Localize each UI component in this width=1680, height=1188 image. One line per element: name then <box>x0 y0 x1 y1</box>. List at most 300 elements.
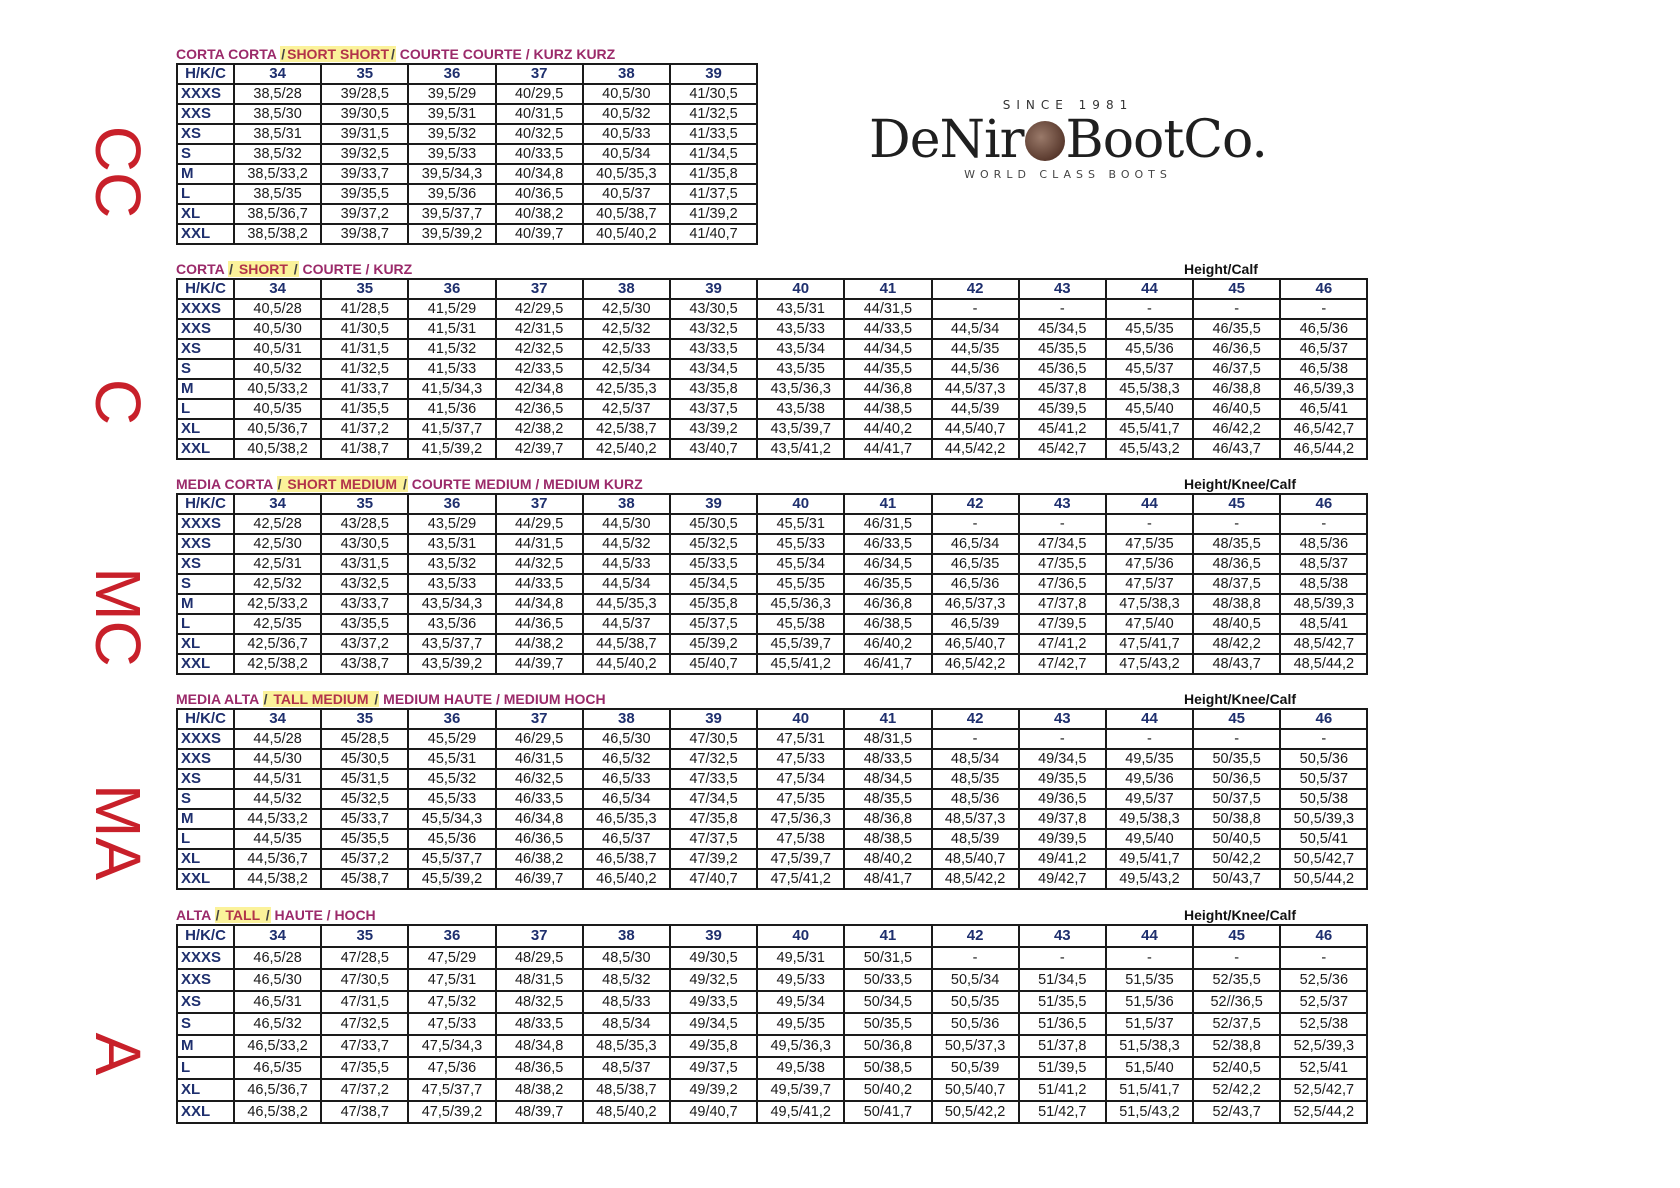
table-cell: 52,5/39,3 <box>1280 1035 1367 1057</box>
logo-since: SINCE 1981 <box>1002 98 1134 112</box>
table-cell: 50/43,7 <box>1193 869 1280 889</box>
table-cell: 44,5/28 <box>234 729 321 749</box>
table-cell: 40,5/32 <box>583 104 670 124</box>
table-cell: 48,5/42,2 <box>932 869 1019 889</box>
table-cell: 47,5/41,7 <box>1106 634 1193 654</box>
table-cell: - <box>1106 299 1193 319</box>
table-cell: 44/41,7 <box>844 439 931 459</box>
size-section <box>176 260 1368 460</box>
table-cell: 47,5/36,3 <box>757 809 844 829</box>
table-cell: 45,5/37,7 <box>408 849 495 869</box>
table-cell: 52/43,7 <box>1193 1101 1280 1123</box>
table-cell: 46/36,8 <box>844 594 931 614</box>
row-label: XXS <box>177 104 234 124</box>
table-cell: 41/35,5 <box>321 399 408 419</box>
table-cell: 42,5/33,2 <box>234 594 321 614</box>
table-cell: 47,5/38,3 <box>1106 594 1193 614</box>
section-title-part: SHORT MEDIUM <box>283 476 401 492</box>
table-cell: - <box>1280 729 1367 749</box>
table-row <box>177 574 1367 594</box>
table-cell: 48/41,7 <box>844 869 931 889</box>
table-cell: 48,5/44,2 <box>1280 654 1367 674</box>
table-cell: 49/35,8 <box>670 1035 757 1057</box>
table-cell: 42,5/30 <box>234 534 321 554</box>
table-cell: 40/29,5 <box>496 84 583 104</box>
section-header <box>176 45 758 63</box>
table-cell: 40,5/35 <box>234 399 321 419</box>
table-cell: 46/35,5 <box>1193 319 1280 339</box>
table-cell: 47/28,5 <box>321 947 408 969</box>
table-cell: 43,5/33 <box>408 574 495 594</box>
row-label: M <box>177 164 234 184</box>
table-cell: 48,5/34 <box>932 749 1019 769</box>
table-cell: 42/33,5 <box>496 359 583 379</box>
size-header: 39 <box>670 494 757 514</box>
table-cell: 45/32,5 <box>321 789 408 809</box>
table-cell: 47,5/31 <box>757 729 844 749</box>
table-row <box>177 104 757 124</box>
section-title-part: / <box>215 907 220 923</box>
table-cell: 51/42,7 <box>1019 1101 1106 1123</box>
table-cell: 38,5/30 <box>234 104 321 124</box>
size-header: 46 <box>1280 709 1367 729</box>
table-cell: 48/35,5 <box>844 789 931 809</box>
table-cell: 42,5/33 <box>583 339 670 359</box>
table-cell: 44,5/40,2 <box>583 654 670 674</box>
row-label: XXS <box>177 319 234 339</box>
table-cell: 45,5/33 <box>408 789 495 809</box>
section-measure-label: Height/Knee/Calf <box>1184 476 1297 492</box>
table-cell: 45/37,8 <box>1019 379 1106 399</box>
table-cell: 48,5/38 <box>1280 574 1367 594</box>
table-cell: 40/36,5 <box>496 184 583 204</box>
table-cell: 49,5/43,2 <box>1106 869 1193 889</box>
size-header: 38 <box>583 925 670 947</box>
size-header: 41 <box>844 279 931 299</box>
table-cell: 50/40,2 <box>844 1079 931 1101</box>
table-cell: 39,5/31 <box>408 104 495 124</box>
table-row <box>177 729 1367 749</box>
row-label: M <box>177 1035 234 1057</box>
table-cell: 43,5/34 <box>757 339 844 359</box>
table-cell: 44/33,5 <box>496 574 583 594</box>
table-cell: 48/33,5 <box>844 749 931 769</box>
table-cell: 46/33,5 <box>844 534 931 554</box>
size-section <box>176 690 1368 890</box>
table-cell: 40,5/38,2 <box>234 439 321 459</box>
table-cell: 46,5/30 <box>234 969 321 991</box>
table-cell: 43/35,5 <box>321 614 408 634</box>
table-cell: 50/40,5 <box>1193 829 1280 849</box>
table-cell: 48,5/30 <box>583 947 670 969</box>
row-label: S <box>177 359 234 379</box>
table-cell: 46,5/37 <box>583 829 670 849</box>
table-cell: - <box>1106 729 1193 749</box>
table-cell: - <box>932 299 1019 319</box>
table-cell: 49/37,8 <box>1019 809 1106 829</box>
table-row <box>177 947 1367 969</box>
table-cell: 44/38,5 <box>844 399 931 419</box>
section-header <box>176 690 1368 708</box>
table-cell: 39,5/37,7 <box>408 204 495 224</box>
table-cell: 50,5/41 <box>1280 829 1367 849</box>
table-cell: 52/42,2 <box>1193 1079 1280 1101</box>
table-cell: 51,5/40 <box>1106 1057 1193 1079</box>
table-cell: 47,5/40 <box>1106 614 1193 634</box>
table-cell: 47,5/33 <box>408 1013 495 1035</box>
table-cell: 45/28,5 <box>321 729 408 749</box>
brand-logo <box>858 98 1278 198</box>
table-cell: 46/41,7 <box>844 654 931 674</box>
table-cell: 50,5/39 <box>932 1057 1019 1079</box>
row-label: L <box>177 399 234 419</box>
side-label-c: C <box>82 378 154 426</box>
table-cell: 43/40,7 <box>670 439 757 459</box>
table-header-row <box>177 64 757 84</box>
table-cell: 45,5/29 <box>408 729 495 749</box>
size-table <box>176 924 1368 1124</box>
table-cell: 47/36,5 <box>1019 574 1106 594</box>
table-cell: 47/37,8 <box>1019 594 1106 614</box>
table-cell: 47/42,7 <box>1019 654 1106 674</box>
table-cell: 43,5/37,7 <box>408 634 495 654</box>
table-cell: 45/39,2 <box>670 634 757 654</box>
table-cell: 50,5/36 <box>932 1013 1019 1035</box>
row-label: S <box>177 574 234 594</box>
table-cell: - <box>932 514 1019 534</box>
row-label: XS <box>177 339 234 359</box>
table-cell: 44/31,5 <box>496 534 583 554</box>
table-cell: 48,5/35,3 <box>583 1035 670 1057</box>
size-header: 39 <box>670 279 757 299</box>
table-cell: 43/39,2 <box>670 419 757 439</box>
size-header: 41 <box>844 925 931 947</box>
table-cell: 49/40,7 <box>670 1101 757 1123</box>
table-row <box>177 614 1367 634</box>
table-cell: 45/30,5 <box>670 514 757 534</box>
table-cell: 46,5/38,2 <box>234 1101 321 1123</box>
table-header-row <box>177 925 1367 947</box>
table-cell: 49,5/35 <box>757 1013 844 1035</box>
table-cell: 45/38,7 <box>321 869 408 889</box>
table-cell: 44,5/32 <box>583 534 670 554</box>
table-cell: 52,5/36 <box>1280 969 1367 991</box>
table-cell: 46,5/33,2 <box>234 1035 321 1057</box>
table-cell: 48,5/36 <box>932 789 1019 809</box>
row-label: XS <box>177 769 234 789</box>
row-label: XS <box>177 554 234 574</box>
table-cell: 52,5/44,2 <box>1280 1101 1367 1123</box>
section-header <box>176 260 1368 278</box>
table-cell: 50,5/39,3 <box>1280 809 1367 829</box>
table-cell: 44/40,2 <box>844 419 931 439</box>
table-cell: 52/37,5 <box>1193 1013 1280 1035</box>
size-header: 34 <box>234 709 321 729</box>
table-cell: 40,5/36,7 <box>234 419 321 439</box>
table-row <box>177 594 1367 614</box>
table-cell: 50/35,5 <box>1193 749 1280 769</box>
table-cell: 46/38,2 <box>496 849 583 869</box>
table-cell: 51/34,5 <box>1019 969 1106 991</box>
section-title-part: / <box>374 691 379 707</box>
section-title-part: COURTE COURTE / KURZ KURZ <box>395 46 616 62</box>
table-cell: 41,5/36 <box>408 399 495 419</box>
table-cell: 39,5/36 <box>408 184 495 204</box>
table-cell: - <box>1019 299 1106 319</box>
table-cell: 46/34,8 <box>496 809 583 829</box>
size-header: 43 <box>1019 279 1106 299</box>
table-cell: 49/33,5 <box>670 991 757 1013</box>
table-cell: 52,5/41 <box>1280 1057 1367 1079</box>
size-header: 38 <box>583 279 670 299</box>
table-cell: 46/40,5 <box>1193 399 1280 419</box>
table-cell: - <box>1106 947 1193 969</box>
table-cell: 42/36,5 <box>496 399 583 419</box>
table-cell: 40,5/34 <box>583 144 670 164</box>
row-label: XXL <box>177 439 234 459</box>
table-cell: 49,5/34 <box>757 991 844 1013</box>
table-cell: 42/31,5 <box>496 319 583 339</box>
size-header: 43 <box>1019 494 1106 514</box>
table-cell: 46/35,5 <box>844 574 931 594</box>
table-cell: - <box>1106 514 1193 534</box>
table-cell: 43,5/31 <box>408 534 495 554</box>
size-header: 45 <box>1193 709 1280 729</box>
table-cell: 44/32,5 <box>496 554 583 574</box>
table-cell: 47,5/34 <box>757 769 844 789</box>
table-cell: 40,5/28 <box>234 299 321 319</box>
table-cell: 46/37,5 <box>1193 359 1280 379</box>
table-cell: 41/28,5 <box>321 299 408 319</box>
table-cell: 47,5/36 <box>408 1057 495 1079</box>
table-cell: 50/36,5 <box>1193 769 1280 789</box>
table-cell: 44,5/39 <box>932 399 1019 419</box>
table-row <box>177 534 1367 554</box>
table-cell: 49,5/35 <box>1106 749 1193 769</box>
table-cell: 46,5/30 <box>583 729 670 749</box>
table-cell: 41/39,2 <box>670 204 757 224</box>
table-cell: 45/40,7 <box>670 654 757 674</box>
size-header: 34 <box>234 279 321 299</box>
section-title-part: / <box>281 46 286 62</box>
table-cell: 48/40,2 <box>844 849 931 869</box>
size-header: 35 <box>321 279 408 299</box>
table-cell: 39/35,5 <box>321 184 408 204</box>
table-cell: 51/41,2 <box>1019 1079 1106 1101</box>
table-row <box>177 1035 1367 1057</box>
table-cell: 43,5/39,2 <box>408 654 495 674</box>
size-header: 36 <box>408 925 495 947</box>
size-header: 37 <box>496 279 583 299</box>
table-row <box>177 829 1367 849</box>
table-cell: 46,5/31 <box>234 991 321 1013</box>
table-row <box>177 849 1367 869</box>
table-cell: 49,5/36 <box>1106 769 1193 789</box>
table-cell: 45,5/32 <box>408 769 495 789</box>
table-cell: 48,5/34 <box>583 1013 670 1035</box>
table-cell: - <box>1280 514 1367 534</box>
table-cell: 40,5/31 <box>234 339 321 359</box>
table-cell: 45/31,5 <box>321 769 408 789</box>
table-cell: 38,5/32 <box>234 144 321 164</box>
table-cell: 47/40,7 <box>670 869 757 889</box>
table-cell: 44,5/36 <box>932 359 1019 379</box>
table-cell: 46/39,7 <box>496 869 583 889</box>
size-header: 43 <box>1019 925 1106 947</box>
table-row <box>177 144 757 164</box>
table-cell: 47,5/36 <box>1106 554 1193 574</box>
table-cell: 46,5/32 <box>234 1013 321 1035</box>
table-cell: 44,5/30 <box>583 514 670 534</box>
table-cell: 44,5/34 <box>583 574 670 594</box>
table-cell: 47/35,5 <box>321 1057 408 1079</box>
table-cell: 50,5/35 <box>932 991 1019 1013</box>
table-cell: 45/37,5 <box>670 614 757 634</box>
table-row <box>177 399 1367 419</box>
size-table <box>176 63 758 245</box>
table-cell: 47,5/39,2 <box>408 1101 495 1123</box>
table-cell: 44,5/42,2 <box>932 439 1019 459</box>
table-cell: 45,5/37 <box>1106 359 1193 379</box>
table-cell: 45,5/36,3 <box>757 594 844 614</box>
table-cell: 50/38,5 <box>844 1057 931 1079</box>
table-cell: 41/37,2 <box>321 419 408 439</box>
size-header: 37 <box>496 64 583 84</box>
row-label: XXS <box>177 534 234 554</box>
table-row <box>177 184 757 204</box>
table-cell: 50,5/38 <box>1280 789 1367 809</box>
table-row <box>177 654 1367 674</box>
table-cell: 48,5/39,3 <box>1280 594 1367 614</box>
table-cell: 45,5/39,2 <box>408 869 495 889</box>
section-measure-label: Height/Knee/Calf <box>1184 691 1297 707</box>
table-cell: 43,5/35 <box>757 359 844 379</box>
table-cell: 45/35,5 <box>321 829 408 849</box>
table-cell: 45/37,2 <box>321 849 408 869</box>
table-cell: 43,5/36,3 <box>757 379 844 399</box>
section-header <box>176 906 1368 924</box>
table-cell: 40/31,5 <box>496 104 583 124</box>
table-cell: 48/31,5 <box>844 729 931 749</box>
row-label: S <box>177 789 234 809</box>
side-label-a: A <box>82 1032 154 1076</box>
table-cell: 46/36,5 <box>1193 339 1280 359</box>
table-cell: 46,5/35 <box>932 554 1019 574</box>
table-cell: - <box>1193 514 1280 534</box>
table-cell: 43/34,5 <box>670 359 757 379</box>
table-cell: 49/39,2 <box>670 1079 757 1101</box>
table-cell: 44/35,5 <box>844 359 931 379</box>
logo-brand <box>858 112 1278 168</box>
table-cell: 47/38,7 <box>321 1101 408 1123</box>
table-cell: 46,5/34 <box>932 534 1019 554</box>
table-cell: 42,5/38,7 <box>583 419 670 439</box>
table-cell: 43,5/33 <box>757 319 844 339</box>
table-cell: 38,5/28 <box>234 84 321 104</box>
table-cell: 47/32,5 <box>321 1013 408 1035</box>
table-cell: 47,5/37 <box>1106 574 1193 594</box>
table-header-row <box>177 709 1367 729</box>
table-cell: 46,5/38 <box>1280 359 1367 379</box>
table-cell: 51,5/37 <box>1106 1013 1193 1035</box>
table-row <box>177 969 1367 991</box>
row-label: XXS <box>177 749 234 769</box>
table-cell: 39,5/33 <box>408 144 495 164</box>
row-label: L <box>177 614 234 634</box>
table-cell: 41/32,5 <box>670 104 757 124</box>
table-cell: 45,5/39,7 <box>757 634 844 654</box>
table-cell: 48,5/37 <box>1280 554 1367 574</box>
table-cell: 47/34,5 <box>670 789 757 809</box>
table-cell: 45,5/34,3 <box>408 809 495 829</box>
table-row <box>177 514 1367 534</box>
table-cell: 45/33,5 <box>670 554 757 574</box>
table-cell: 48,5/32 <box>583 969 670 991</box>
table-cell: 48/37,5 <box>1193 574 1280 594</box>
table-cell: 50/42,2 <box>1193 849 1280 869</box>
size-header: 34 <box>234 64 321 84</box>
table-cell: 49/39,5 <box>1019 829 1106 849</box>
table-cell: - <box>1193 299 1280 319</box>
table-cell: 44/36,5 <box>496 614 583 634</box>
table-row <box>177 1079 1367 1101</box>
table-cell: 45,5/31 <box>408 749 495 769</box>
table-cell: 44/34,8 <box>496 594 583 614</box>
size-header: 44 <box>1106 925 1193 947</box>
table-cell: 44/33,5 <box>844 319 931 339</box>
size-header: 44 <box>1106 494 1193 514</box>
table-cell: 43/30,5 <box>670 299 757 319</box>
table-cell: 49/37,5 <box>670 1057 757 1079</box>
size-header: 46 <box>1280 925 1367 947</box>
table-cell: 47/33,7 <box>321 1035 408 1057</box>
size-header: 42 <box>932 709 1019 729</box>
table-cell: 41,5/32 <box>408 339 495 359</box>
row-label: XXXS <box>177 947 234 969</box>
table-cell: 38,5/38,2 <box>234 224 321 244</box>
table-cell: 51,5/38,3 <box>1106 1035 1193 1057</box>
table-cell: 48/31,5 <box>496 969 583 991</box>
table-cell: 42,5/37 <box>583 399 670 419</box>
table-cell: 40/33,5 <box>496 144 583 164</box>
table-cell: 51,5/41,7 <box>1106 1079 1193 1101</box>
table-row <box>177 319 1367 339</box>
table-cell: 39/37,2 <box>321 204 408 224</box>
table-cell: 48/38,5 <box>844 829 931 849</box>
row-label: XXL <box>177 869 234 889</box>
table-cell: 45,5/43,2 <box>1106 439 1193 459</box>
table-cell: 39/33,7 <box>321 164 408 184</box>
table-cell: 47,5/33 <box>757 749 844 769</box>
table-cell: 47/30,5 <box>670 729 757 749</box>
table-cell: 44,5/35 <box>932 339 1019 359</box>
table-cell: 44,5/30 <box>234 749 321 769</box>
table-cell: 46/31,5 <box>844 514 931 534</box>
table-cell: 47/32,5 <box>670 749 757 769</box>
table-cell: 45,5/35 <box>1106 319 1193 339</box>
table-cell: 48,5/40,7 <box>932 849 1019 869</box>
table-cell: 42/29,5 <box>496 299 583 319</box>
table-row <box>177 84 757 104</box>
size-header: 38 <box>583 709 670 729</box>
table-cell: 42,5/31 <box>234 554 321 574</box>
row-label: XS <box>177 124 234 144</box>
table-cell: 41/32,5 <box>321 359 408 379</box>
section-measure-label: Height/Calf <box>1184 261 1258 277</box>
table-cell: 41/34,5 <box>670 144 757 164</box>
table-cell: 41,5/37,7 <box>408 419 495 439</box>
table-cell: 46,5/40,7 <box>932 634 1019 654</box>
